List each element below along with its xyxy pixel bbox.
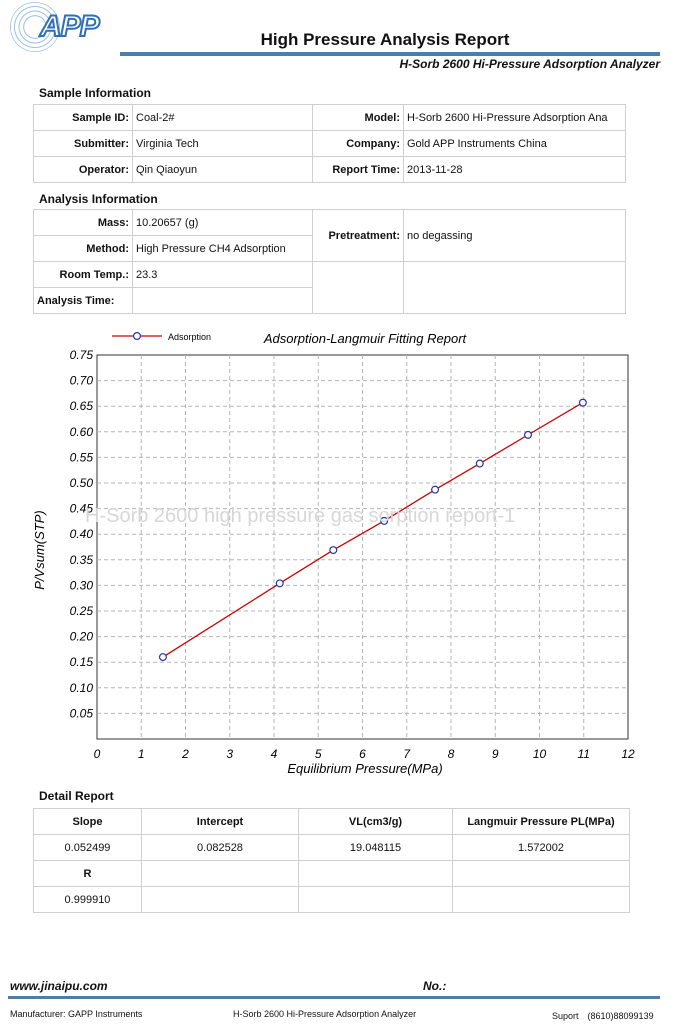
x-tick-label: 7 [403,747,411,761]
model-label: Model: [313,105,404,131]
pl-header: Langmuir Pressure PL(MPa) [453,809,630,835]
data-point [579,399,586,406]
x-axis-label: Equilibrium Pressure(MPa) [287,761,443,776]
operator-value: Qin Qiaoyun [133,157,313,183]
blank-cell [453,861,630,887]
method-value: High Pressure CH4 Adsorption [133,236,313,262]
sample-info-heading: Sample Information [39,86,152,100]
x-tick-label: 2 [182,747,189,761]
analysis-time-label: Analysis Time: [34,288,133,314]
y-tick-label: 0.70 [69,373,93,388]
pl-value: 1.572002 [453,835,630,861]
sample-id-value: Coal-2# [133,105,313,131]
y-tick-label: 0.15 [69,655,93,670]
vl-header: VL(cm3/g) [299,809,453,835]
data-point [432,486,439,493]
data-point [525,431,532,438]
company-value: Gold APP Instruments China [404,131,626,157]
langmuir-chart [0,320,680,780]
y-tick-label: 0.75 [69,348,93,362]
series-line-adsorption [163,403,583,657]
y-tick-label: 0.55 [69,450,93,465]
x-tick-label: 6 [359,747,366,761]
footer-support: Suport (8610)88099139 [552,1011,654,1021]
blank-cell [299,887,453,913]
intercept-header: Intercept [142,809,299,835]
report-title: High Pressure Analysis Report [260,30,510,49]
analysis-info-table [33,209,626,314]
r-value: 0.999910 [34,887,142,913]
data-point [160,654,167,661]
detail-table [33,808,630,913]
analyzer-name: H-Sorb 2600 Hi-Pressure Adsorption Analyzer [399,57,660,71]
blank-cell [142,861,299,887]
header-rule [120,52,660,56]
intercept-value: 0.082528 [142,835,299,861]
y-tick-label: 0.30 [69,578,93,593]
data-point [276,580,283,587]
logo-text: APP [40,10,99,43]
sample-id-label: Sample ID: [34,105,133,131]
x-tick-label: 9 [491,747,499,761]
data-point [330,547,337,554]
method-label: Method: [34,236,133,262]
x-tick-label: 11 [577,747,590,761]
legend-label: Adsorption [168,332,212,342]
vl-value: 19.048115 [299,835,453,861]
y-tick-label: 0.10 [69,680,93,695]
x-tick-label: 12 [621,747,635,761]
room-temp-value: 23.3 [133,262,313,288]
x-tick-label: 4 [270,747,278,761]
x-tick-label: 0 [93,747,101,761]
analysis-blank-cell [313,262,404,314]
y-tick-label: 0.60 [69,424,93,439]
footer-rule [8,996,660,999]
report-time-label: Report Time: [313,157,404,183]
x-tick-label: 5 [314,747,322,761]
y-tick-label: 0.40 [69,527,93,542]
x-tick-label: 10 [532,747,547,761]
room-temp-label: Room Temp.: [34,262,133,288]
y-tick-label: 0.25 [69,604,93,618]
submitter-label: Submitter: [34,131,133,157]
report-time-value: 2013-11-28 [404,157,626,183]
company-label: Company: [313,131,404,157]
submitter-value: Virginia Tech [133,131,313,157]
detail-report-heading: Detail Report [39,789,114,803]
mass-value: 10.20657 (g) [133,210,313,236]
footer-no-label: No.: [423,979,447,993]
mass-label: Mass: [34,210,133,236]
footer-website[interactable]: www.jinaipu.com [10,979,108,993]
slope-header: Slope [34,809,142,835]
y-tick-label: 0.50 [69,476,93,490]
data-point [476,460,483,467]
pretreatment-label: Pretreatment: [313,210,404,262]
model-value: H-Sorb 2600 Hi-Pressure Adsorption Ana [404,105,626,131]
watermark: H-Sorb 2600 high pressure gas sorption report-1 [85,505,516,527]
chart-title: Adsorption-Langmuir Fitting Report [263,331,467,346]
y-tick-label: 0.65 [69,399,93,414]
x-tick-label: 3 [226,747,234,761]
slope-value: 0.052499 [34,835,142,861]
sample-info-table [33,104,626,183]
footer-product: H-Sorb 2600 Hi-Pressure Adsorption Analyzer [233,1009,417,1019]
y-axis-label: P/Vsum(STP) [32,510,47,590]
legend-marker [134,333,141,340]
pretreatment-value: no degassing [404,210,626,262]
analysis-info-heading: Analysis Information [39,192,158,206]
r-header: R [34,861,142,887]
x-tick-label: 8 [447,747,455,761]
y-tick-label: 0.35 [69,552,93,567]
y-tick-label: 0.45 [69,501,93,516]
analysis-time-value [133,288,313,314]
app-logo [10,2,120,54]
blank-cell [453,887,630,913]
y-tick-label: 0.20 [69,629,93,644]
blank-cell [299,861,453,887]
operator-label: Operator: [34,157,133,183]
blank-cell [142,887,299,913]
footer-manufacturer: Manufacturer: GAPP Instruments [10,1009,143,1019]
analysis-blank-cell [404,262,626,314]
y-tick-label: 0.05 [69,706,93,721]
x-tick-label: 1 [137,747,145,761]
